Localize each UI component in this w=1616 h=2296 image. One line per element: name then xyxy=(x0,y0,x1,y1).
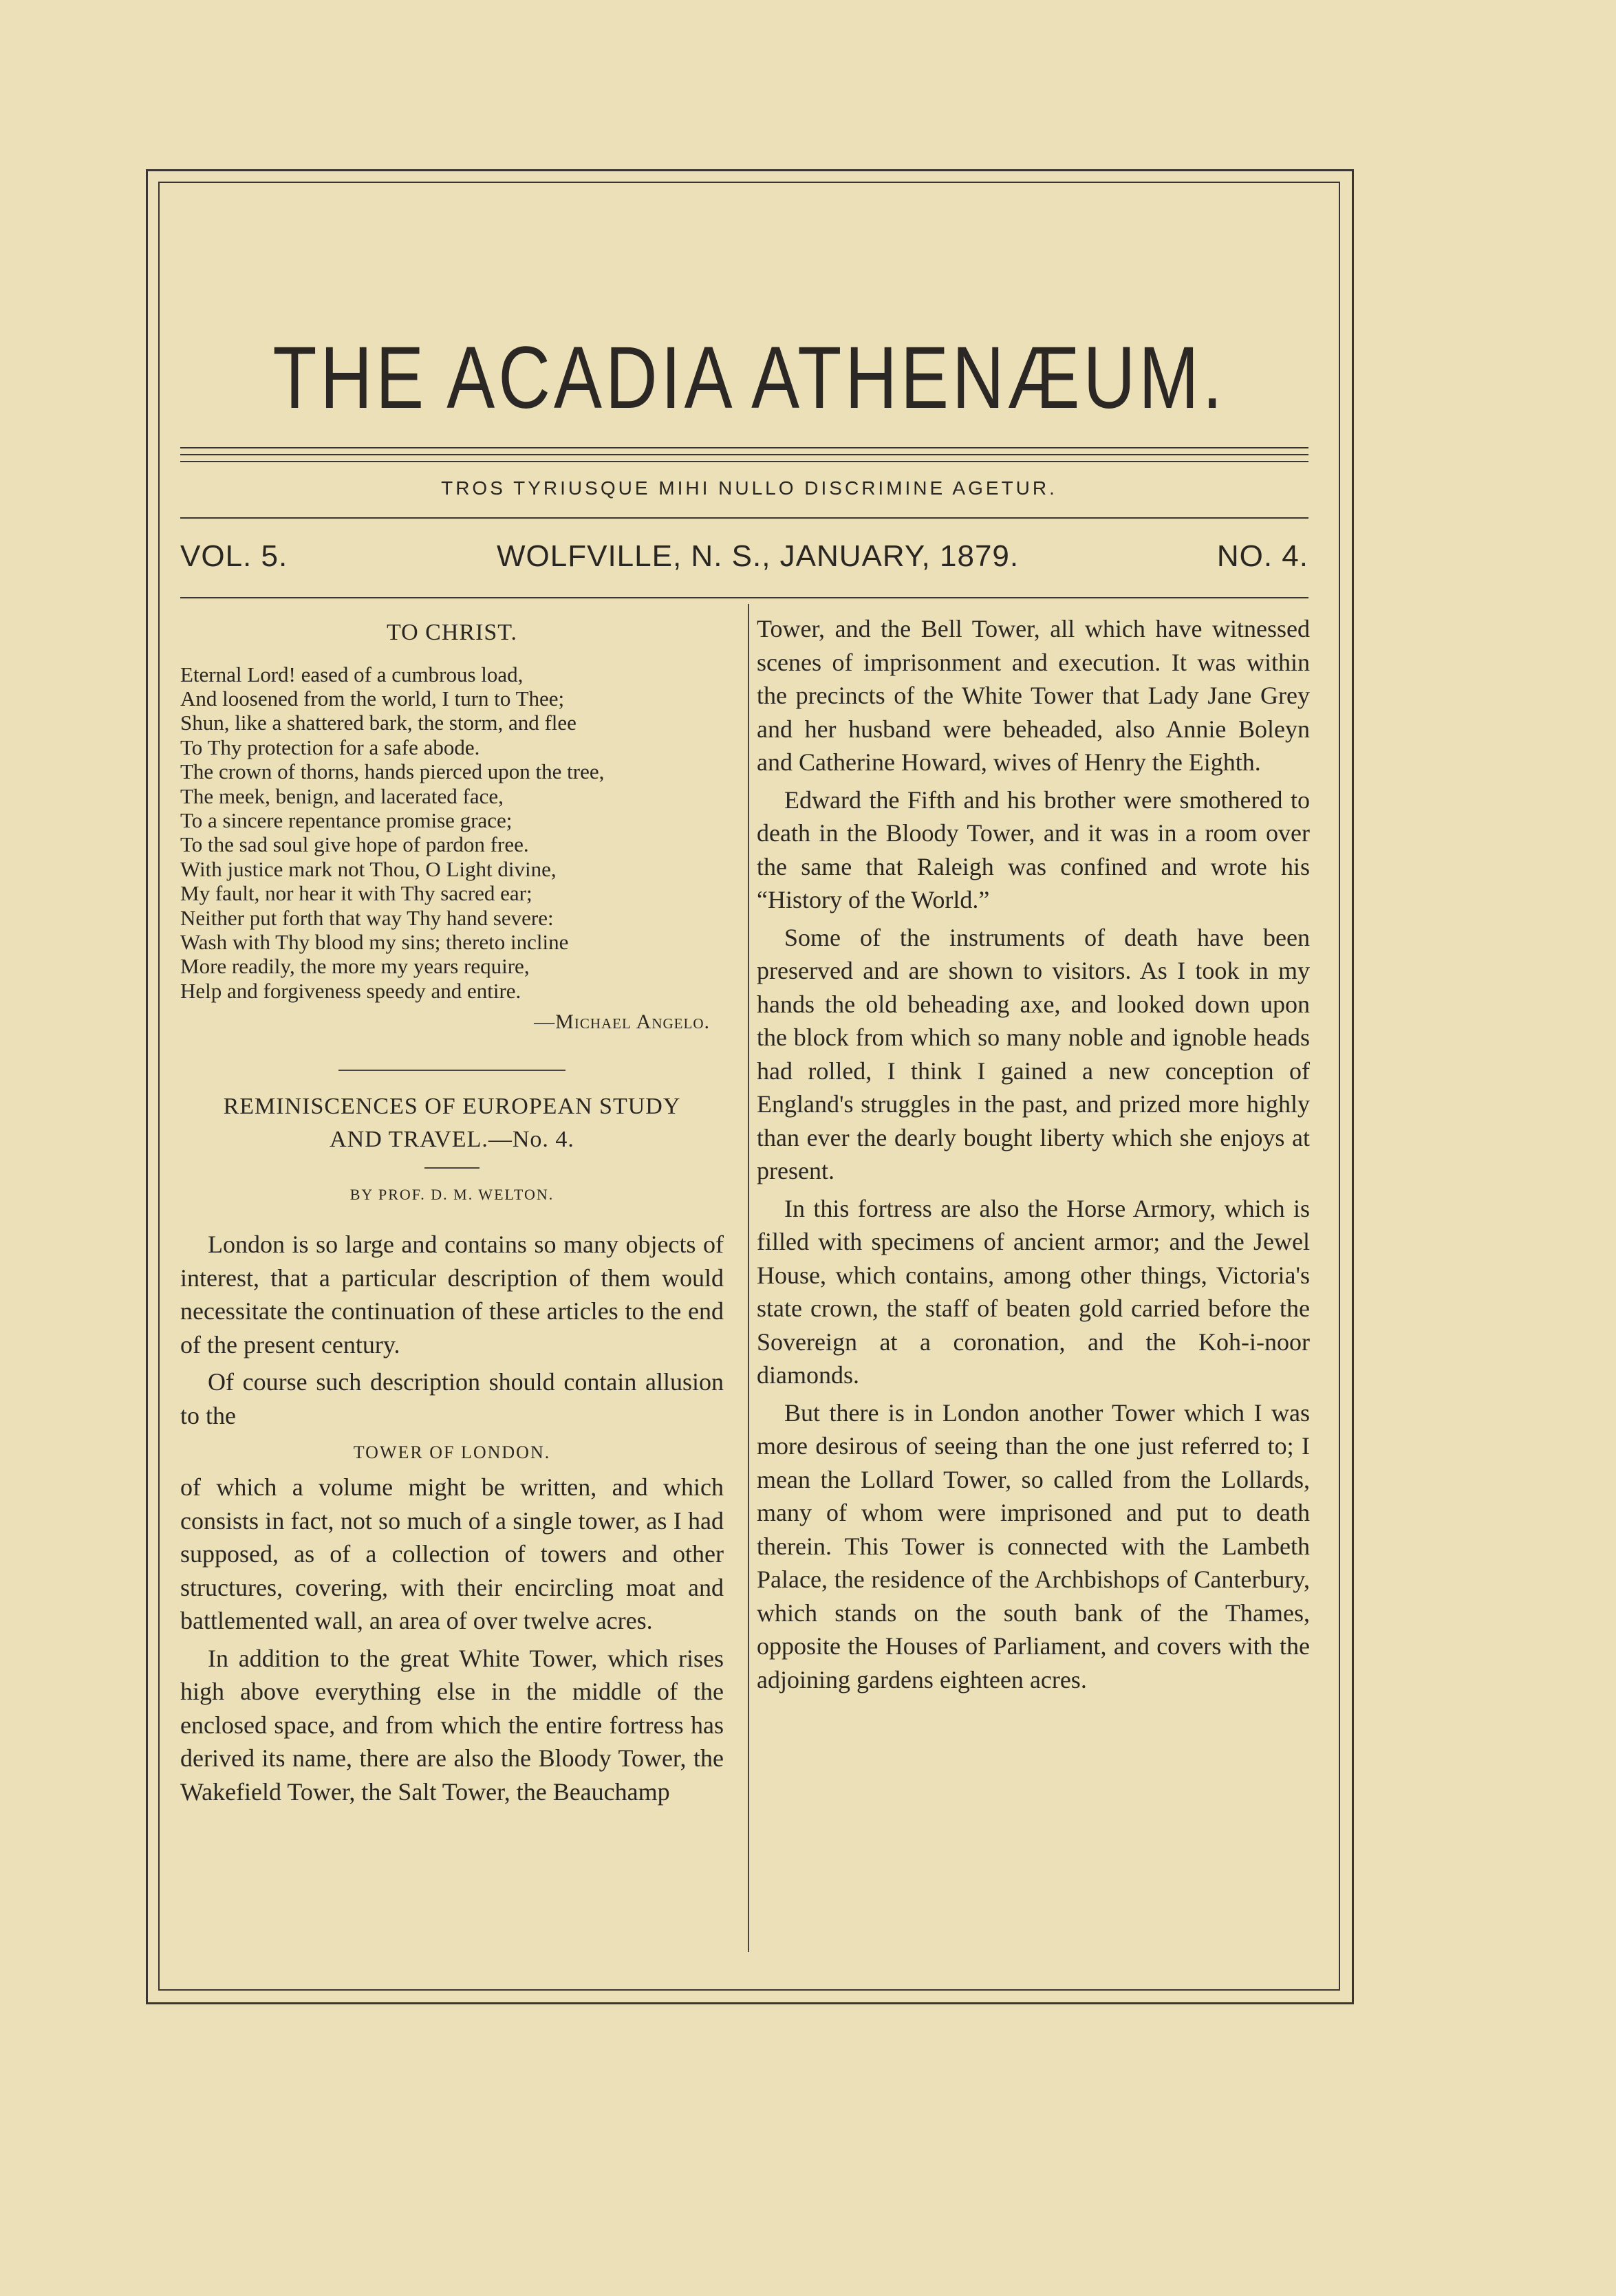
poem-line: Neither put forth that way Thy hand severe: xyxy=(180,905,554,930)
volume-label: VOL. 5. xyxy=(180,539,288,573)
motto-rule xyxy=(180,517,1308,519)
poem-line: To Thy protection for a safe abode. xyxy=(180,735,480,759)
article-title-line-2: AND TRAVEL.—No. 4. xyxy=(330,1126,574,1152)
poem-title: TO CHRIST. xyxy=(386,620,518,645)
issue-line xyxy=(180,539,1308,581)
article-paragraph: Edward the Fifth and his brother were smothered to death in the Bloody Tower, and it was in a room over the same that Raleigh was confined and wrote his “History of the World.” xyxy=(757,786,1310,913)
article-subhead: TOWER OF LONDON. xyxy=(353,1442,551,1463)
poem-line: To a sincere repentance promise grace; xyxy=(180,808,513,832)
poem-body xyxy=(180,662,724,1004)
section-separator xyxy=(338,1070,565,1071)
article-paragraph: Of course such description should contain allusion to the xyxy=(180,1368,724,1429)
masthead-rule-3 xyxy=(180,461,1308,462)
masthead-rule-1 xyxy=(180,447,1308,448)
masthead-motto: TROS TYRIUSQUE MIHI NULLO DISCRIMINE AGETUR. xyxy=(441,477,1057,499)
place-date: WOLFVILLE, N. S., JANUARY, 1879. xyxy=(497,539,1020,573)
poem-line: The crown of thorns, hands pierced upon the tree, xyxy=(180,759,605,784)
column-divider xyxy=(748,604,749,1952)
poem-line: With justice mark not Thou, O Light divine, xyxy=(180,856,557,881)
article-paragraph: Tower, and the Bell Tower, all which have witnessed scenes of imprisonment and execution. It was within the precincts of the White Tower that Lady Jane Grey and her husband were beheaded, also Annie Boleyn and Catherine Howard, wives of Henry the Eighth. xyxy=(757,615,1310,776)
poem-line: Wash with Thy blood my sins; thereto incline xyxy=(180,929,569,954)
byline-separator xyxy=(424,1167,480,1169)
article-paragraph: Some of the instruments of death have been preserved and are shown to visitors. As I took in my hands the old beheading axe, and looked down upon the block from which so many noble and ignoble heads had rolled, I think I gained a new conception of England's struggles in the past, and prized more highly than ever the dearly bought liberty which she enjoys at present. xyxy=(757,923,1310,1184)
masthead-rule-2 xyxy=(180,454,1308,455)
article-paragraph: London is so large and contains so many objects of interest, that a particular description of them would necessitate the continuation of these articles to the end of the present century. xyxy=(180,1231,724,1358)
article-title-line-1: REMINISCENCES OF EUROPEAN STUDY xyxy=(223,1093,681,1119)
right-column xyxy=(757,612,1310,1700)
poem-line: Shun, like a shattered bark, the storm, and flee xyxy=(180,711,577,735)
poem-line: More readily, the more my years require, xyxy=(180,954,530,979)
poem-line: My fault, nor hear it with Thy sacred ear; xyxy=(180,881,532,906)
poem-line: Help and forgiveness speedy and entire. xyxy=(180,978,521,1003)
issue-rule xyxy=(180,597,1308,598)
article-paragraph: In addition to the great White Tower, which rises high above everything else in the middle of the enclosed space, and from which the entire fortress has derived its name, there are also the Bloody Tower, the Wakefield Tower, the Salt Tower, the Beauchamp xyxy=(180,1644,724,1806)
issue-number: NO. 4. xyxy=(1216,539,1308,573)
poem-line: The meek, benign, and lacerated face, xyxy=(180,783,504,808)
poem-line: To the sad soul give hope of pardon free. xyxy=(180,832,529,857)
article-paragraph: of which a volume might be written, and which consists in fact, not so much of a single tower, as I had supposed, as of a collection of towers and other structures, covering, with their encircling moat and battlemented wall, an area of over twelve acres. xyxy=(180,1473,724,1635)
article-paragraph: But there is in London another Tower which I was more desirous of seeing than the one just referred to; I mean the Lollard Tower, so called from the Lollards, many of whom were imprisoned and put to death therein. This Tower is connected with the Lambeth Palace, the residence of the Archbishops of Canterbury, which stands on the south bank of the Thames, opposite the Houses of Parliament, and covers with the adjoining gardens eighteen acres. xyxy=(757,1398,1310,1693)
article-byline: BY PROF. D. M. WELTON. xyxy=(349,1185,554,1203)
poem-attribution: —Michael Angelo. xyxy=(534,1010,710,1034)
poem-line: Eternal Lord! eased of a cumbrous load, xyxy=(180,662,524,686)
article-paragraph: In this fortress are also the Horse Armory, which is filled with specimens of ancient armor; and the Jewel House, which contains, among other things, Victoria's state crown, the staff of beaten gold carried before the Sovereign at a coronation, and the Koh-i-noor diamonds. xyxy=(757,1194,1310,1389)
poem-line: And loosened from the world, I turn to Thee; xyxy=(180,686,565,711)
masthead-title: THE ACADIA ATHENÆUM. xyxy=(272,329,1226,427)
left-column xyxy=(180,612,724,1812)
